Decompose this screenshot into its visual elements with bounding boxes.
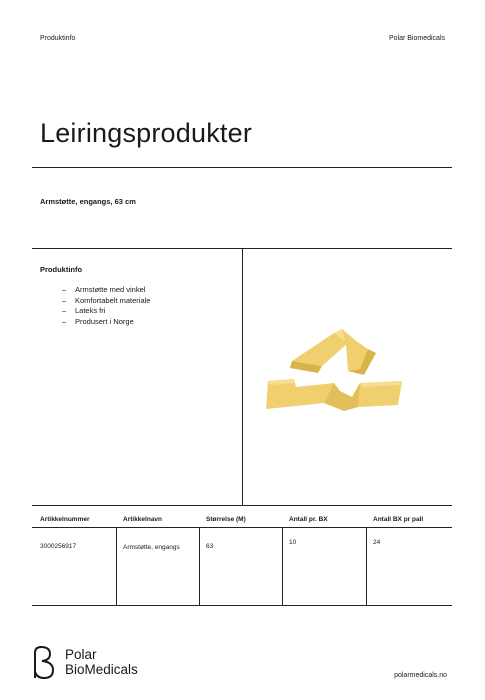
header-left: Produktinfo bbox=[40, 35, 76, 42]
footer-website: polarmedicals.no bbox=[394, 672, 447, 679]
column-divider bbox=[242, 249, 243, 505]
feature-text: Armstøtte med vinkel bbox=[75, 285, 146, 294]
col-header-count-per-box: Antall pr. BX bbox=[289, 516, 328, 523]
product-info-heading: Produktinfo bbox=[40, 265, 83, 274]
column-divider bbox=[282, 528, 283, 605]
column-divider bbox=[366, 528, 367, 605]
page-title: Leiringsprodukter bbox=[40, 118, 253, 148]
logo-text-line2: BioMedicals bbox=[65, 661, 138, 677]
product-feature-list bbox=[62, 285, 150, 327]
col-header-article-name: Artikkelnavn bbox=[123, 516, 163, 523]
logo-text bbox=[65, 648, 138, 677]
feature-text: Lateks fri bbox=[75, 306, 106, 315]
cell-count-per-box: 10 bbox=[289, 539, 297, 546]
feature-text: Produsert i Norge bbox=[75, 316, 134, 326]
list-item bbox=[62, 306, 150, 317]
list-item bbox=[62, 317, 150, 328]
bullet-dash: – bbox=[62, 316, 67, 326]
article-table bbox=[32, 506, 452, 606]
list-item bbox=[62, 285, 150, 296]
bullet-dash: – bbox=[62, 295, 67, 305]
col-header-size: Størrelse (M) bbox=[206, 516, 246, 523]
col-header-boxes-per-pallet: Antall BX pr pall bbox=[373, 516, 424, 523]
cell-boxes-per-pallet: 24 bbox=[373, 539, 381, 546]
cell-article-name: Armstøtte, engangs bbox=[123, 544, 180, 551]
header-right: Polar Biomedicals bbox=[388, 35, 445, 42]
logo-text-line1: Polar bbox=[65, 647, 97, 662]
product-subtitle: Armstøtte, engangs, 63 cm bbox=[40, 197, 136, 206]
bullet-dash: – bbox=[62, 306, 67, 315]
title-rule bbox=[32, 167, 452, 168]
column-divider bbox=[199, 528, 200, 605]
col-header-article-number: Artikkelnummer bbox=[40, 516, 90, 523]
cell-size: 63 bbox=[206, 543, 214, 550]
table-header-row bbox=[32, 506, 452, 528]
bullet-dash: – bbox=[62, 285, 67, 294]
product-info-box bbox=[32, 248, 452, 506]
armrest-product-image bbox=[264, 321, 404, 421]
list-item bbox=[62, 296, 150, 307]
column-divider bbox=[116, 528, 117, 605]
polar-b-logo-icon bbox=[33, 645, 55, 679]
feature-text: Komfortabelt materiale bbox=[75, 295, 151, 305]
cell-article-number: 3000256917 bbox=[40, 543, 77, 550]
